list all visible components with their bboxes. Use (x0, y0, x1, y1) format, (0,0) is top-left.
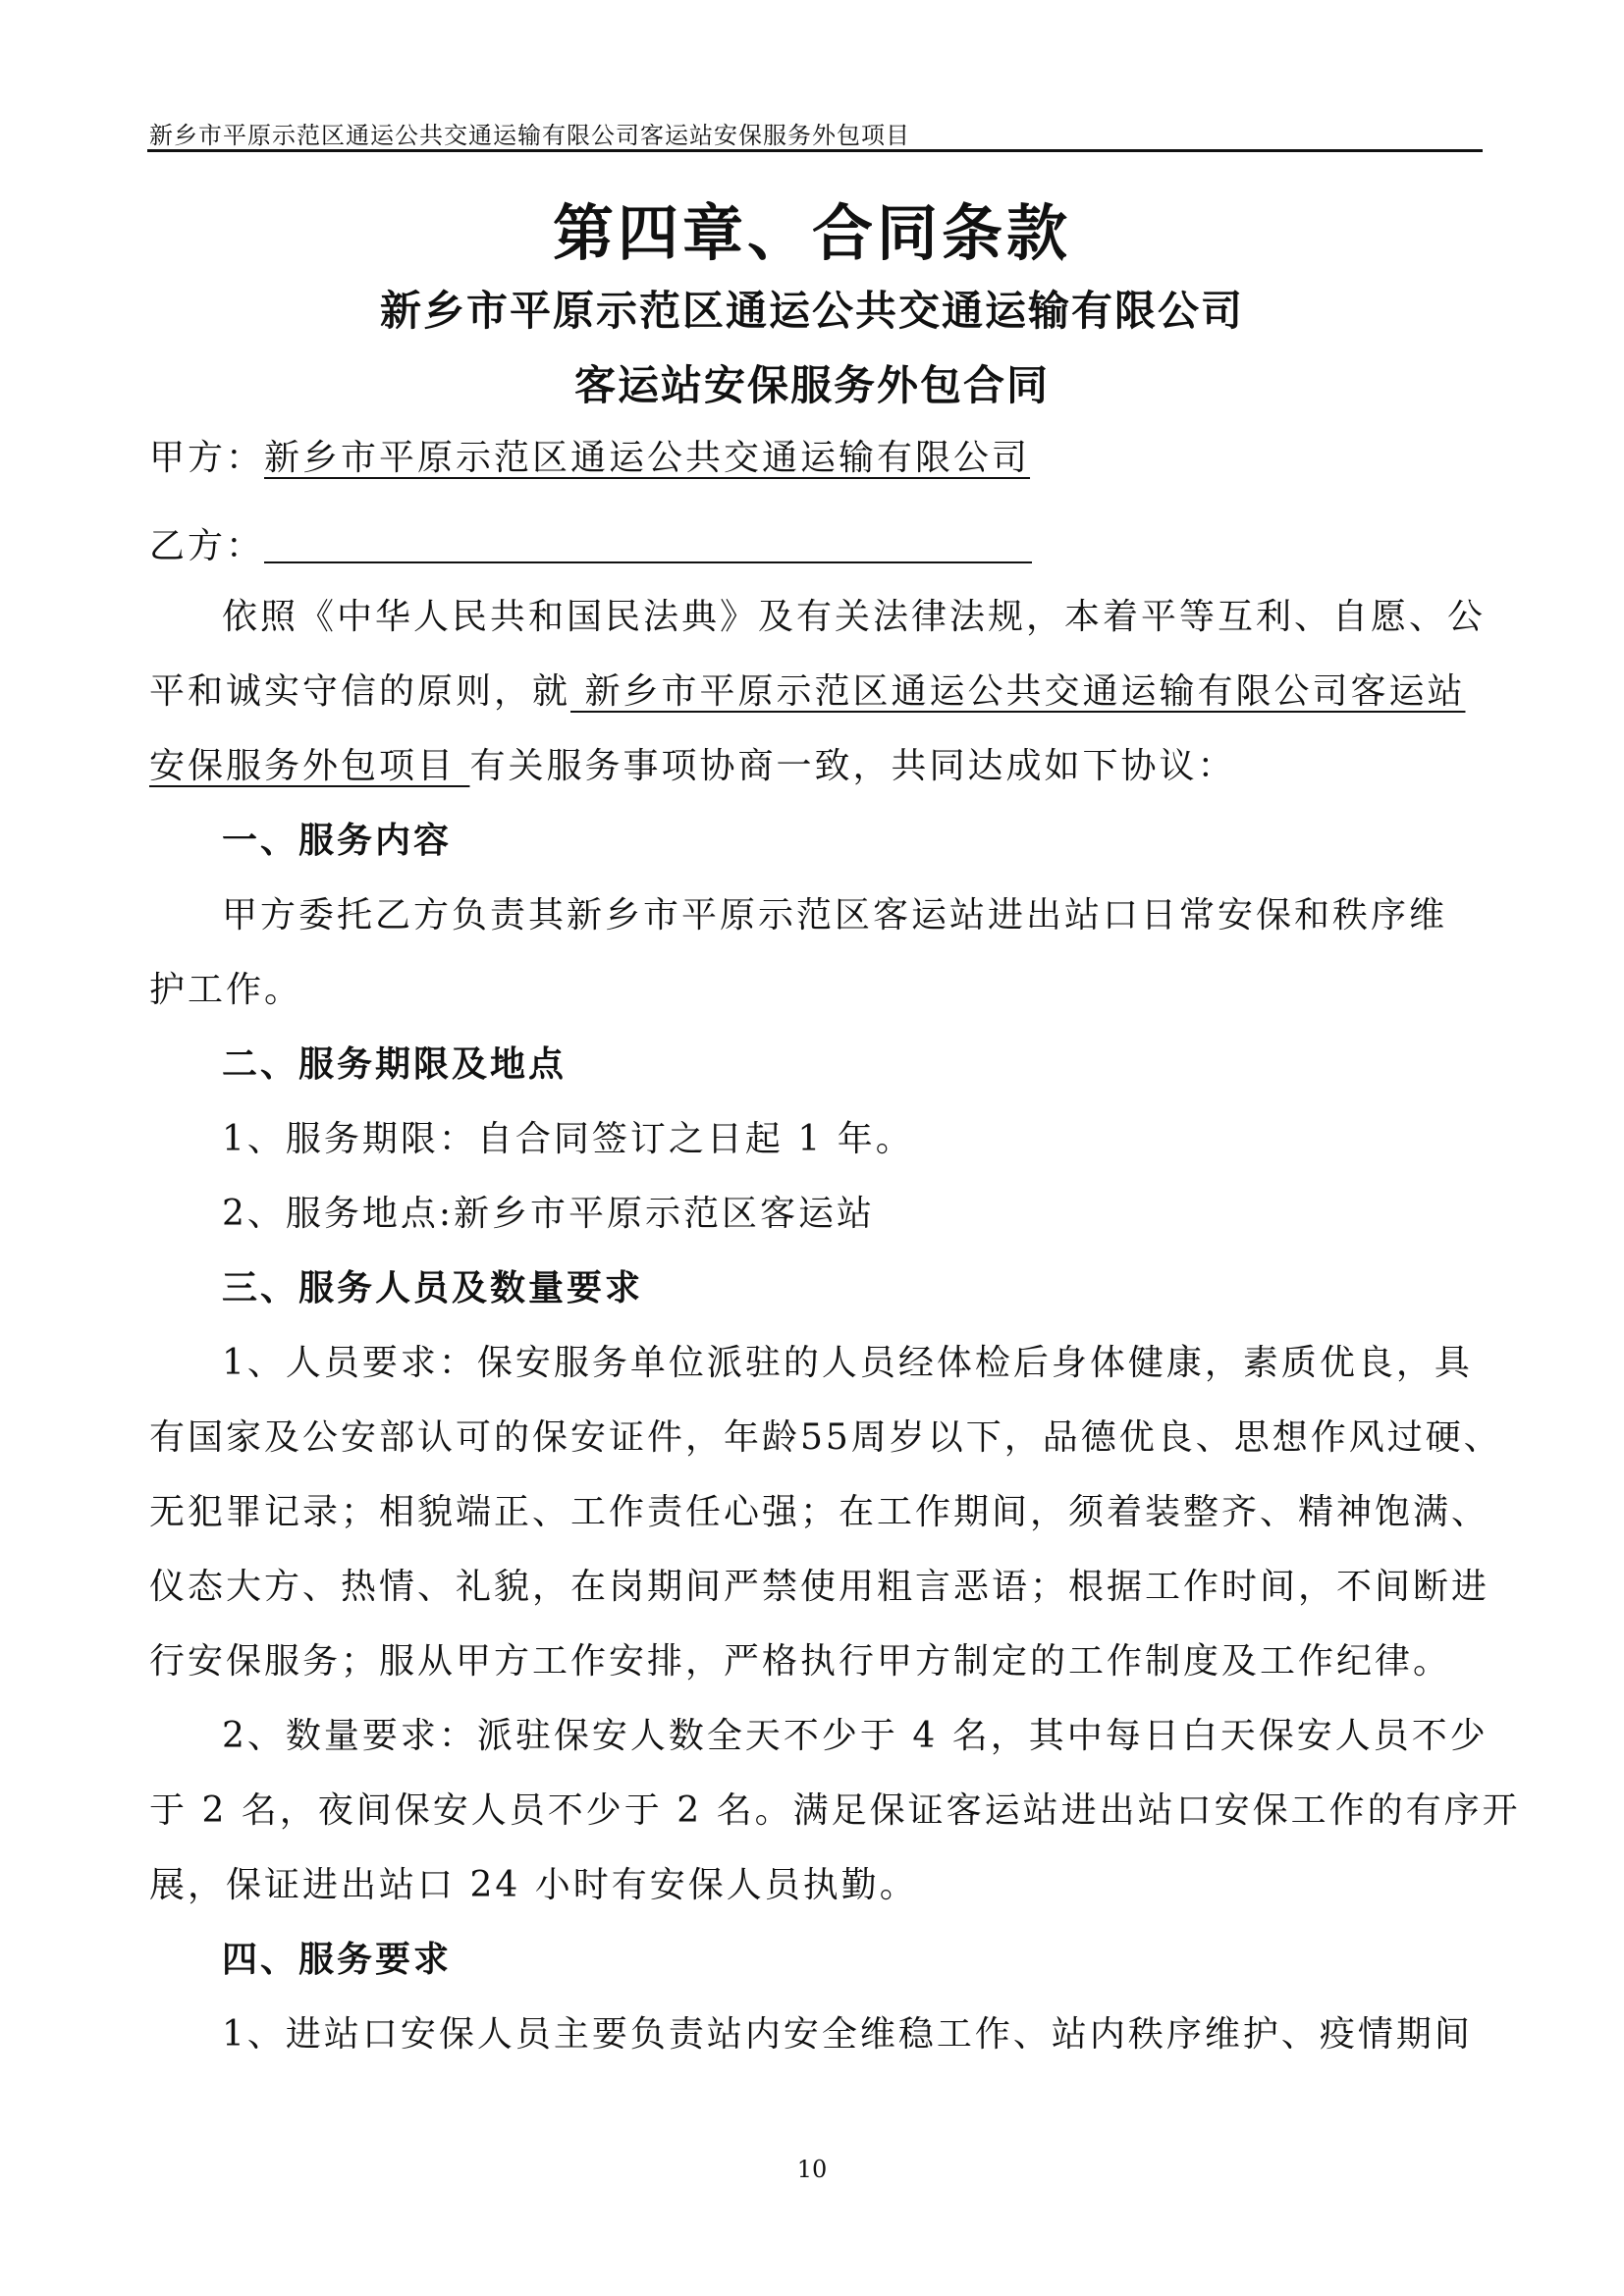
company-title: 新乡市平原示范区通运公共交通运输有限公司 (379, 287, 1244, 335)
header-divider (147, 149, 1483, 152)
project-name-underlined: 新乡市平原示范区通运公共交通运输有限公司客运站 (570, 671, 1466, 712)
section2-item-1: 1、服务期限：自合同签订之日起 1 年。 (222, 1119, 914, 1159)
party-a-name: 新乡市平原示范区通运公共交通运输有限公司 (264, 438, 1031, 478)
intro-line-1: 依照《中华人民共和国民法典》及有关法律法规，本着平等互利、自愿、公 (222, 597, 1487, 637)
party-b-label: 乙方： (149, 526, 265, 566)
chapter-title: 第四章、合同条款 (552, 197, 1071, 269)
section4-line-1: 1、进站口安保人员主要负责站内安全维稳工作、站内秩序维护、疫情期间 (222, 2014, 1473, 2055)
section-heading-4: 四、服务要求 (222, 1940, 453, 1980)
section-heading-3: 三、服务人员及数量要求 (222, 1268, 644, 1308)
section-heading-1: 一、服务内容 (222, 821, 453, 861)
section2-item-2: 2、服务地点:新乡市平原示范区客运站 (222, 1194, 876, 1234)
intro-text-end: 有关服务事项协商一致，共同达成如下协议： (469, 746, 1236, 786)
section3-p1-line-4: 仪态大方、热情、礼貌，在岗期间严禁使用粗言恶语；根据工作时间，不间断进 (149, 1567, 1490, 1607)
running-header: 新乡市平原示范区通运公共交通运输有限公司客运站安保服务外包项目 (149, 122, 910, 149)
project-name-underlined-cont: 安保服务外包项目 (149, 746, 470, 786)
party-a-label: 甲方： (149, 438, 265, 478)
contract-title: 客运站安保服务外包合同 (573, 361, 1050, 409)
section3-p2-line-2: 于 2 名，夜间保安人员不少于 2 名。满足保证客运站进出站口安保工作的有序开 (149, 1790, 1521, 1831)
section3-p2-line-3: 展，保证进出站口 24 小时有安保人员执勤。 (149, 1865, 918, 1905)
section3-p2-line-1: 2、数量要求：派驻保安人数全天不少于 4 名，其中每日白天保安人员不少 (222, 1716, 1489, 1756)
party-a-line (149, 430, 1030, 480)
section-heading-2: 二、服务期限及地点 (222, 1044, 568, 1085)
party-b-line (149, 518, 1032, 568)
page-number: 10 (796, 2156, 828, 2183)
section1-line-2: 护工作。 (149, 970, 303, 1010)
intro-line-3 (149, 738, 1235, 788)
section3-p1-line-3: 无犯罪记录；相貌端正、工作责任心强；在工作期间，须着装整齐、精神饱满、 (149, 1492, 1490, 1532)
section1-line-1: 甲方委托乙方负责其新乡市平原示范区客运站进出站口日常安保和秩序维 (222, 895, 1448, 935)
section3-p1-line-1: 1、人员要求：保安服务单位派驻的人员经体检后身体健康，素质优良，具 (222, 1343, 1473, 1383)
intro-line-2 (149, 664, 1465, 714)
section3-p1-line-5: 行安保服务；服从甲方工作安排，严格执行甲方制定的工作制度及工作纪律。 (149, 1641, 1452, 1682)
section3-p1-line-2: 有国家及公安部认可的保安证件，年龄55周岁以下，品德优良、思想作风过硬、 (149, 1417, 1502, 1458)
party-b-name-blank (264, 526, 1032, 563)
intro-text: 平和诚实守信的原则，就 (149, 671, 571, 712)
